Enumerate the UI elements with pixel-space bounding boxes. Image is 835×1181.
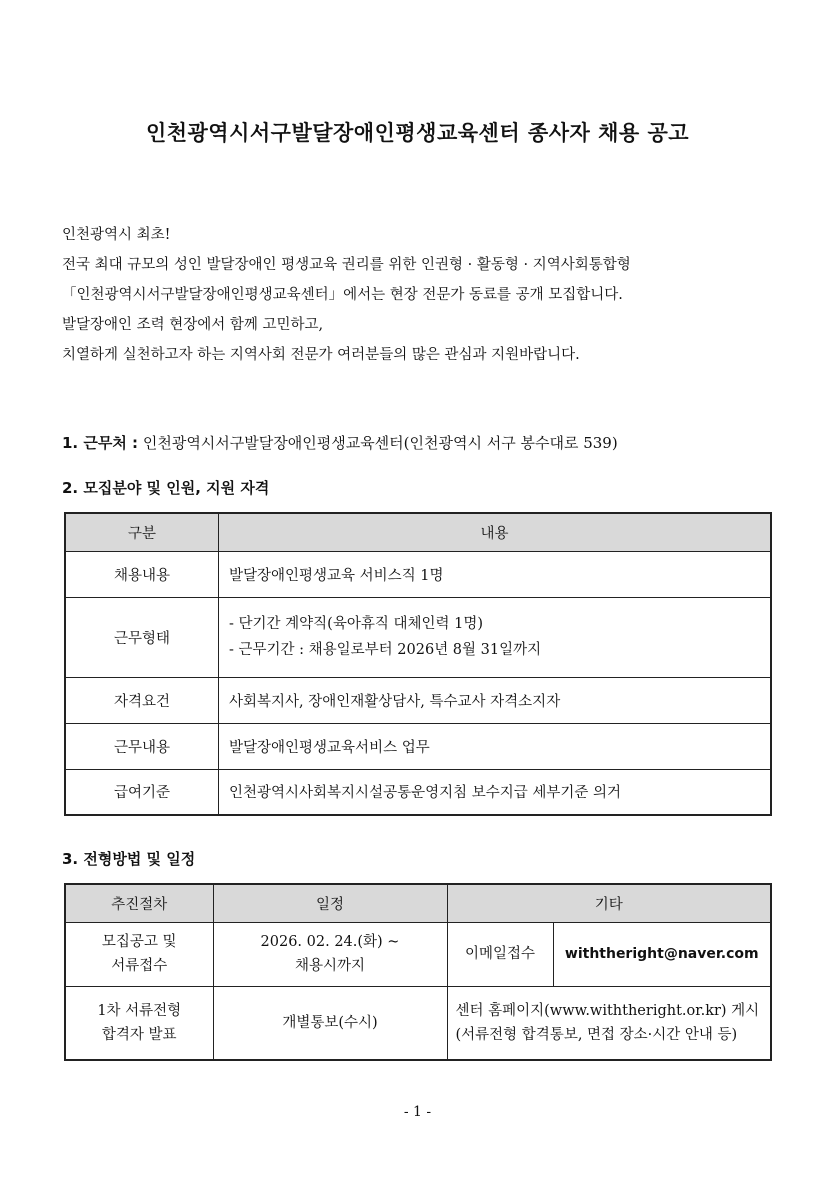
cell-line: 채용시까지 bbox=[294, 958, 366, 974]
cell-line: 2026. 02. 24.(화) ~ bbox=[260, 934, 400, 950]
table-row bbox=[65, 551, 771, 597]
step-cell bbox=[65, 986, 213, 1060]
intro-line: 치열하게 실천하고자 하는 지역사회 전문가 여러분들의 많은 관심과 지원바랍니다. bbox=[62, 347, 580, 363]
table-row bbox=[65, 723, 771, 769]
intro-line: 「인천광역시서구발달장애인평생교육센터」에서는 현장 전문가 동료를 공개 모집합니다. bbox=[62, 287, 623, 303]
table-row bbox=[65, 677, 771, 723]
table-row bbox=[65, 986, 771, 1060]
cell-line: (서류전형 합격통보, 면접 장소·시간 안내 등) bbox=[455, 1026, 738, 1043]
table-row bbox=[65, 597, 771, 677]
page-number: - 1 - bbox=[403, 1104, 432, 1120]
email-address: withtheright@naver.com bbox=[553, 922, 771, 986]
schedule-table bbox=[64, 883, 772, 1061]
intro-paragraph bbox=[62, 220, 782, 370]
table-row bbox=[65, 769, 771, 815]
table-header-cell: 일정 bbox=[213, 884, 447, 922]
cell-line: 모집공고 및 bbox=[101, 934, 177, 950]
intro-line: 인천광역시 최초! bbox=[62, 227, 171, 243]
table-header-row bbox=[65, 884, 771, 922]
row-label: 근무형태 bbox=[65, 597, 219, 677]
section-recruitment bbox=[62, 477, 269, 498]
section-heading: 3. 전형방법 및 일정 bbox=[62, 850, 196, 868]
table-header-cell: 구분 bbox=[65, 513, 219, 551]
cell-line: 서류접수 bbox=[111, 958, 168, 974]
schedule-cell: 개별통보(수시) bbox=[213, 986, 447, 1060]
row-label: 급여기준 bbox=[65, 769, 219, 815]
table-header-cell: 추진절차 bbox=[65, 884, 213, 922]
table-row bbox=[65, 922, 771, 986]
section-heading: 2. 모집분야 및 인원, 지원 자격 bbox=[62, 479, 270, 497]
table-header-cell: 기타 bbox=[447, 884, 771, 922]
other-cell bbox=[447, 986, 771, 1060]
content-line: - 근무기간 : 채용일로부터 2026년 8월 31일까지 bbox=[229, 642, 542, 658]
row-content: 사회복지사, 장애인재활상담사, 특수교사 자격소지자 bbox=[219, 677, 772, 723]
row-content: 발달장애인평생교육서비스 업무 bbox=[219, 723, 772, 769]
section-workplace bbox=[62, 432, 618, 453]
section-schedule bbox=[62, 848, 195, 869]
workplace-text: 인천광역시서구발달장애인평생교육센터(인천광역시 서구 봉수대로 539) bbox=[142, 434, 618, 452]
row-content: 발달장애인평생교육 서비스직 1명 bbox=[219, 551, 772, 597]
table-header-row bbox=[65, 513, 771, 551]
schedule-cell bbox=[213, 922, 447, 986]
row-label: 근무내용 bbox=[65, 723, 219, 769]
intro-line: 발달장애인 조력 현장에서 함께 고민하고, bbox=[62, 317, 324, 333]
section-heading: 1. 근무처 : bbox=[62, 434, 139, 452]
row-label: 채용내용 bbox=[65, 551, 219, 597]
row-label: 자격요건 bbox=[65, 677, 219, 723]
recruitment-table bbox=[64, 512, 772, 816]
row-content bbox=[219, 597, 772, 677]
table-header-cell: 내용 bbox=[219, 513, 772, 551]
step-cell bbox=[65, 922, 213, 986]
intro-line: 전국 최대 규모의 성인 발달장애인 평생교육 권리를 위한 인권형 · 활동형 · 지역사회통합형 bbox=[62, 257, 631, 273]
row-content: 인천광역시사회복지시설공통운영지침 보수지급 세부기준 의거 bbox=[219, 769, 772, 815]
content-line: - 단기간 계약직(육아휴직 대체인력 1명) bbox=[229, 616, 483, 632]
email-label: 이메일접수 bbox=[447, 922, 553, 986]
page-title: 인천광역시서구발달장애인평생교육센터 종사자 채용 공고 bbox=[145, 121, 690, 145]
cell-line: 합격자 발표 bbox=[101, 1026, 177, 1043]
cell-line: 1차 서류전형 bbox=[97, 1002, 182, 1019]
cell-line: 센터 홈페이지(www.withtheright.or.kr) 게시 bbox=[455, 1002, 760, 1019]
